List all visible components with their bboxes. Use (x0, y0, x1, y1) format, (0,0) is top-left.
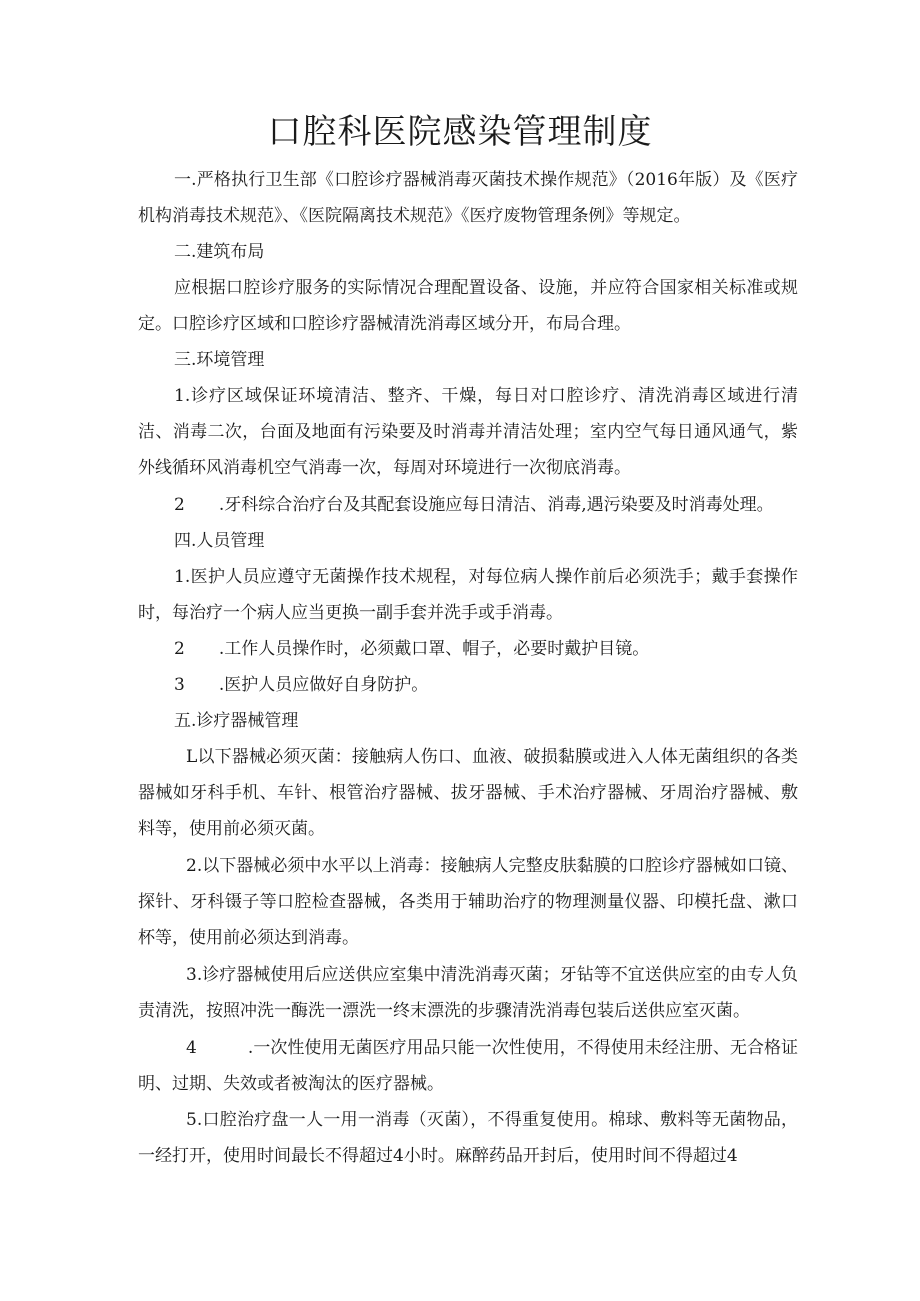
paragraph-personnel-3: 3 .医护人员应做好自身防护。 (174, 675, 429, 695)
paragraph-environment-1: 1.诊疗区域保证环境清洁、整齐、干燥，每日对口腔诊疗、清洗消毒区域进行清洁、消毒二次，台面及地面有污染要及时消毒并清洁处理；室内空气每日通风通气，紫外线循环风消毒机空气消毒一次，每周对环境进行一次彻底消毒。 (138, 386, 798, 478)
paragraph-instruments-4: 4 .一次性使用无菌医疗用品只能一次性使用，不得使用未经注册、无合格证明、过期、失效或者被淘汰的医疗器械。 (138, 1038, 798, 1094)
heading-environment: 三.环境管理 (174, 350, 265, 370)
paragraph-instruments-1: L以下器械必须灭菌：接触病人伤口、血液、破损黏膜或进入人体无菌组织的各类器械如牙科手机、车针、根管治疗器械、拔牙器械、手术治疗器械、牙周治疗器械、敷料等，使用前必须灭菌。 (138, 747, 798, 839)
paragraph-personnel-2: 2 .工作人员操作时，必须戴口罩、帽子，必要时戴护目镜。 (174, 639, 650, 659)
paragraph-regulations: 一.严格执行卫生部《口腔诊疗器械消毒灭菌技术操作规范》（2016年版）及《医疗机构消毒技术规范》、《医院隔离技术规范》《医疗废物管理条例》等规定。 (138, 170, 798, 226)
paragraph-layout: 应根据口腔诊疗服务的实际情况合理配置设备、设施，并应符合国家相关标准或规定。口腔诊疗区域和口腔诊疗器械清洗消毒区域分开，布局合理。 (138, 278, 798, 334)
heading-layout: 二.建筑布局 (174, 242, 265, 262)
document-title: 口腔科医院感染管理制度 (267, 112, 653, 152)
paragraph-instruments-2: 2.以下器械必须中水平以上消毒：接触病人完整皮肤黏膜的口腔诊疗器械如口镜、探针、牙科镊子等口腔检查器械，各类用于辅助治疗的物理测量仪器、印模托盘、漱口杯等，使用前必须达到消毒。 (138, 856, 798, 948)
heading-personnel: 四.人员管理 (174, 531, 265, 551)
heading-instruments: 五.诊疗器械管理 (174, 711, 299, 731)
paragraph-instruments-5: 5.口腔治疗盘一人一用一消毒（灭菌），不得重复使用。棉球、敷料等无菌物品，一经打开，使用时间最长不得超过4小时。麻醉药品开封后，使用时间不得超过4 (138, 1110, 798, 1166)
paragraph-personnel-1: 1.医护人员应遵守无菌操作技术规程，对每位病人操作前后必须洗手；戴手套操作时，每治疗一个病人应当更换一副手套并洗手或手消毒。 (138, 567, 798, 623)
paragraph-instruments-3: 3.诊疗器械使用后应送供应室集中清洗消毒灭菌；牙钻等不宜送供应室的由专人负责清洗，按照冲洗一酶洗一漂洗一终末漂洗的步骤清洗消毒包装后送供应室灭菌。 (138, 965, 798, 1021)
paragraph-environment-2: 2 .牙科综合治疗台及其配套设施应每日清洁、消毒,遇污染要及时消毒处理。 (174, 495, 774, 515)
